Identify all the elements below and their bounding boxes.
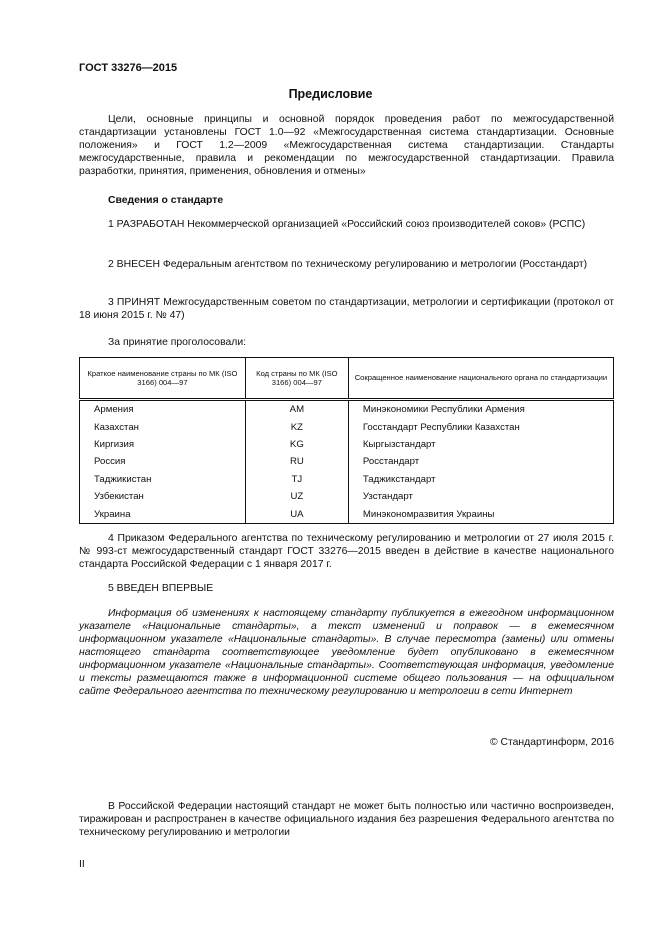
table-row [80,436,614,453]
item-2-submitted: 2 ВНЕСЕН Федеральным агентством по техническому регулированию и метрологии (Росстандарт) [108,259,588,270]
changes-information: Информация об изменениях к настоящему стандарту публикуется в ежегодном информационном указателе «Национальные стандарты», а текст изменений и поправок — в ежемесячном информационном указателе «Национальные стандарты». В случае пересмотра (замены) или отмены настоящего стандарта соответствующее уведомление будет опубликовано в ежемесячном информационном указателе «Национальные стандарты». Соответствующая информация, уведомление и тексты размещаются также в информационной системе общего пользования — на официальном сайте Федерального агентства по техническому регулированию и метрологии в сети Интернет [79,608,614,697]
organization-cell: Минэкономразвития Украины [348,505,613,523]
table-row [80,471,614,488]
organization-cell: Минэкономики Республики Армения [348,400,613,419]
country-cell: Армения [80,400,246,419]
country-cell: Узбекистан [80,488,246,505]
organization-cell: Кыргызстандарт [348,436,613,453]
organization-cell: Госстандарт Республики Казахстан [348,418,613,435]
country-cell: Украина [80,505,246,523]
code-cell: RU [245,453,348,470]
voting-table [79,357,614,524]
organization-cell: Таджикстандарт [348,471,613,488]
organization-cell: Узстандарт [348,488,613,505]
table-row [80,453,614,470]
country-cell: Таджикистан [80,471,246,488]
page-number: II [79,859,85,870]
document-code: ГОСТ 33276—2015 [79,62,178,74]
table-row [80,418,614,435]
header-code: Код страны по МК (ISO 3166) 004—97 [245,358,348,400]
page-title: Предисловие [288,87,373,101]
country-cell: Казахстан [80,418,246,435]
intro-paragraph: Цели, основные принципы и основной порядок проведения работ по межгосударственной стандартизации установлены ГОСТ 1.0—92 «Межгосударственная система стандартизации. Основные положения» и ГОСТ 1.2—2009 «Межгосударственная система стандартизации. Стандарты межгосударственные, правила и рекомендации по межгосударственной стандартизации. Правила разработки, принятия, применения, обновления и отмены» [79,114,614,177]
code-cell: UZ [245,488,348,505]
table-row [80,400,614,419]
item-4-enacted: 4 Приказом Федерального агентства по техническому регулированию и метрологии от 27 июля 2015 г. № 993-ст межгосударственный стандарт ГОСТ 33276—2015 введен в действие в качестве национального стандарта Российской Федерации с 1 января 2017 г. [79,533,614,570]
section-heading: Сведения о стандарте [108,195,224,206]
code-cell: TJ [245,471,348,488]
copyright-notice: © Стандартинформ, 2016 [489,737,614,748]
legal-notice: В Российской Федерации настоящий стандарт не может быть полностью или частично воспроизведен, тиражирован и распространен в качестве официального издания без разрешения Федерального агентства по техническому регулированию и метрологии [79,801,614,838]
table-row [80,488,614,505]
table-row [80,505,614,523]
organization-cell: Росстандарт [348,453,613,470]
country-cell: Киргизия [80,436,246,453]
code-cell: AM [245,400,348,419]
header-country: Краткое наименование страны по МК (ISO 3166) 004—97 [80,358,246,400]
item-5-introduced: 5 ВВЕДЕН ВПЕРВЫЕ [108,583,214,594]
code-cell: KZ [245,418,348,435]
item-1-developed: 1 РАЗРАБОТАН Некоммерческой организацией «Российский союз производителей соков» (РСПС) [108,219,586,230]
item-3-adopted: 3 ПРИНЯТ Межгосударственным советом по стандартизации, метрологии и сертификации (протокол от 18 июня 2015 г. № 47) [79,297,614,321]
country-cell: Россия [80,453,246,470]
code-cell: UA [245,505,348,523]
header-organization: Сокращенное наименование национального органа по стандартизации [348,358,613,400]
code-cell: KG [245,436,348,453]
table-header-row [80,358,614,400]
vote-label: За принятие проголосовали: [108,337,247,348]
